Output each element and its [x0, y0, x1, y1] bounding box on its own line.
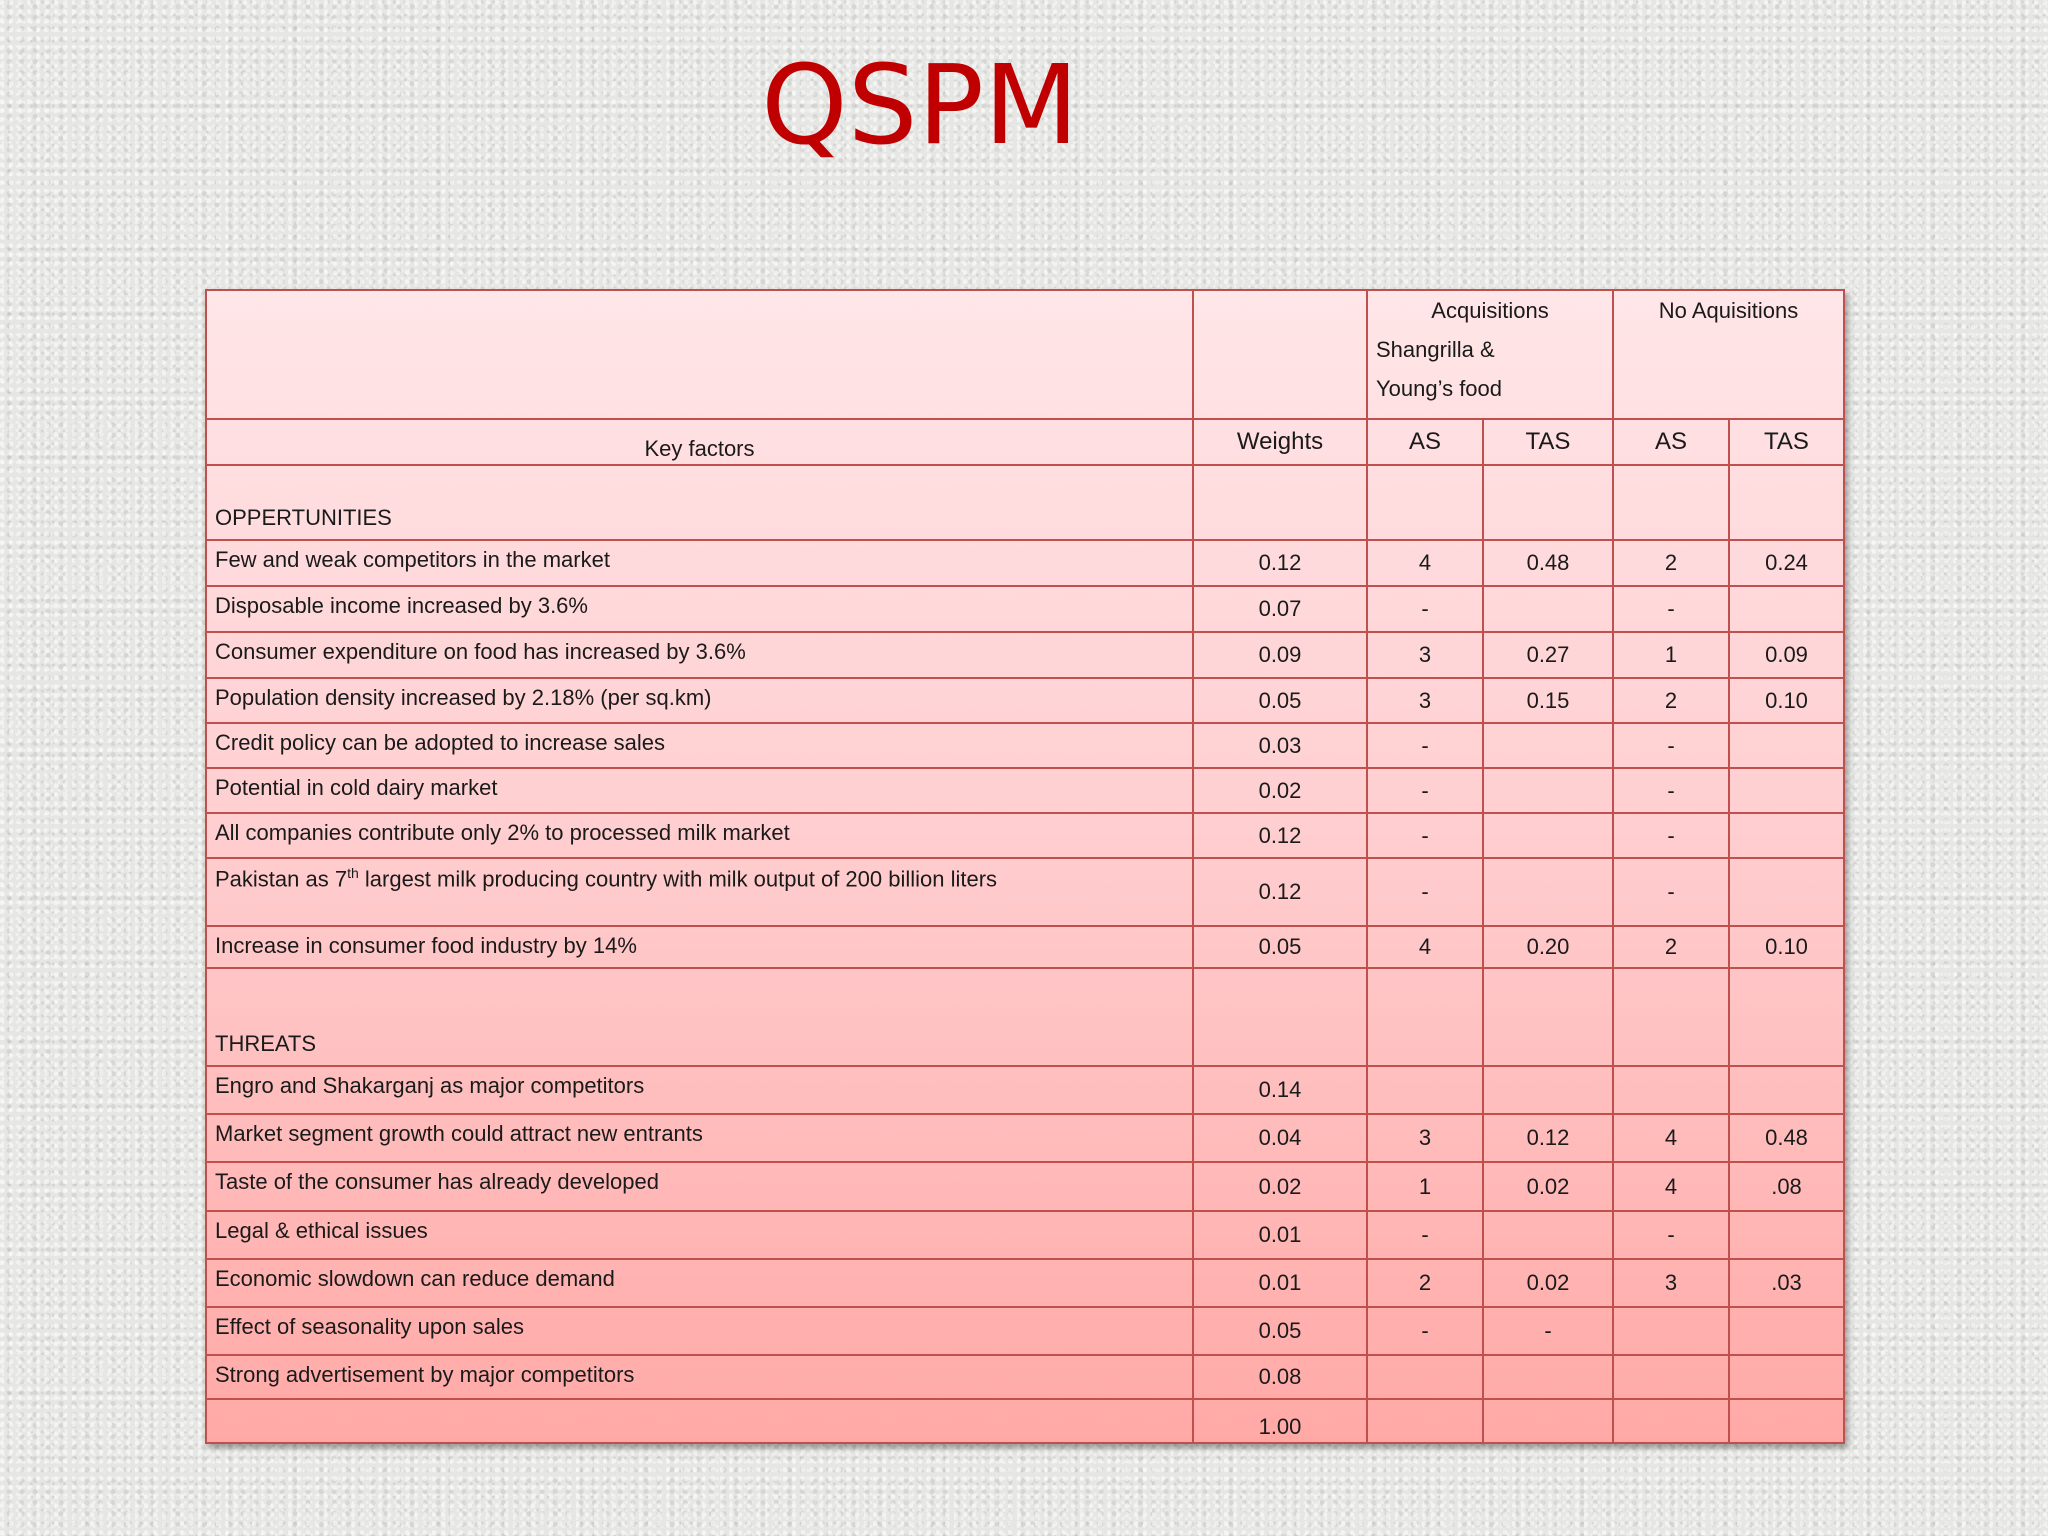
tas-cell-no-acquisitions — [1729, 768, 1844, 813]
table-row — [206, 723, 1844, 768]
factor-cell: Economic slowdown can reduce demand — [206, 1259, 1193, 1307]
section-row-opportunities — [206, 465, 1844, 540]
section-row-threats — [206, 968, 1844, 1066]
weight-cell: 0.12 — [1193, 813, 1367, 858]
as-cell-no-acquisitions — [1613, 1355, 1729, 1399]
as-cell-no-acquisitions: 3 — [1613, 1259, 1729, 1307]
table-row — [206, 1162, 1844, 1211]
total-weight-cell: 1.00 — [1193, 1399, 1367, 1443]
header-row-alternatives — [206, 290, 1844, 419]
tas-cell-no-acquisitions: .03 — [1729, 1259, 1844, 1307]
table-row — [206, 678, 1844, 723]
tas-cell-no-acquisitions: 0.09 — [1729, 632, 1844, 678]
as-cell-acquisitions: - — [1367, 1211, 1483, 1259]
as-cell-acquisitions: 3 — [1367, 678, 1483, 723]
tas-cell-no-acquisitions — [1729, 1066, 1844, 1114]
tas-cell-no-acquisitions: 0.10 — [1729, 926, 1844, 968]
weight-cell: 0.14 — [1193, 1066, 1367, 1114]
factor-cell: All companies contribute only 2% to processed milk market — [206, 813, 1193, 858]
as-cell-acquisitions: 3 — [1367, 1114, 1483, 1162]
tas-cell-acquisitions: 0.20 — [1483, 926, 1613, 968]
tas-cell-acquisitions — [1483, 723, 1613, 768]
tas-cell-no-acquisitions — [1729, 1211, 1844, 1259]
page-title: QSPM — [761, 41, 1079, 169]
header-acquisitions — [1367, 290, 1613, 419]
factor-cell: Legal & ethical issues — [206, 1211, 1193, 1259]
table-row — [206, 768, 1844, 813]
as-cell-no-acquisitions: - — [1613, 723, 1729, 768]
factor-cell: Taste of the consumer has already developed — [206, 1162, 1193, 1211]
table-row — [206, 1211, 1844, 1259]
tas-cell-no-acquisitions — [1729, 858, 1844, 926]
header-as-1: AS — [1367, 419, 1483, 465]
as-cell-acquisitions: - — [1367, 723, 1483, 768]
weight-cell: 0.12 — [1193, 540, 1367, 586]
table-row — [206, 632, 1844, 678]
tas-cell-acquisitions: 0.15 — [1483, 678, 1613, 723]
header-blank-cell — [1193, 290, 1367, 419]
tas-cell-acquisitions: 0.02 — [1483, 1162, 1613, 1211]
as-cell-no-acquisitions: 4 — [1613, 1114, 1729, 1162]
tas-cell-acquisitions: 0.12 — [1483, 1114, 1613, 1162]
header-tas-2: TAS — [1729, 419, 1844, 465]
factor-cell: Engro and Shakarganj as major competitors — [206, 1066, 1193, 1114]
as-cell-no-acquisitions: - — [1613, 813, 1729, 858]
as-cell-acquisitions: 2 — [1367, 1259, 1483, 1307]
total-row — [206, 1399, 1844, 1443]
factor-cell: Increase in consumer food industry by 14% — [206, 926, 1193, 968]
weight-cell: 0.04 — [1193, 1114, 1367, 1162]
as-cell-no-acquisitions: - — [1613, 586, 1729, 632]
factor-cell: Credit policy can be adopted to increase sales — [206, 723, 1193, 768]
header-tas-1: TAS — [1483, 419, 1613, 465]
as-cell-acquisitions: 3 — [1367, 632, 1483, 678]
as-cell-acquisitions: 4 — [1367, 926, 1483, 968]
weight-cell: 0.02 — [1193, 768, 1367, 813]
tas-cell-acquisitions — [1483, 1355, 1613, 1399]
tas-cell-acquisitions: - — [1483, 1307, 1613, 1355]
as-cell-acquisitions: - — [1367, 586, 1483, 632]
tas-cell-no-acquisitions — [1729, 813, 1844, 858]
as-cell-acquisitions: - — [1367, 858, 1483, 926]
tas-cell-no-acquisitions: 0.24 — [1729, 540, 1844, 586]
as-cell-acquisitions — [1367, 1066, 1483, 1114]
weight-cell: 0.08 — [1193, 1355, 1367, 1399]
table-row — [206, 1307, 1844, 1355]
as-cell-no-acquisitions: 1 — [1613, 632, 1729, 678]
tas-cell-no-acquisitions — [1729, 586, 1844, 632]
factor-cell: Strong advertisement by major competitors — [206, 1355, 1193, 1399]
table-row — [206, 1355, 1844, 1399]
weight-cell: 0.09 — [1193, 632, 1367, 678]
total-label-cell — [206, 1399, 1193, 1443]
tas-cell-acquisitions: 0.02 — [1483, 1259, 1613, 1307]
header-no-acquisitions-label: No Aquisitions — [1658, 298, 1799, 323]
weight-cell: 0.05 — [1193, 1307, 1367, 1355]
factor-cell — [206, 858, 1193, 926]
table-row — [206, 1114, 1844, 1162]
header-no-acquisitions — [1613, 290, 1844, 419]
as-cell-acquisitions: - — [1367, 1307, 1483, 1355]
table-row — [206, 1066, 1844, 1114]
tas-cell-acquisitions — [1483, 586, 1613, 632]
section-label-opportunities: OPPERTUNITIES — [206, 465, 1193, 540]
tas-cell-acquisitions — [1483, 768, 1613, 813]
weight-cell: 0.02 — [1193, 1162, 1367, 1211]
as-cell-no-acquisitions: - — [1613, 1211, 1729, 1259]
as-cell-no-acquisitions: 2 — [1613, 678, 1729, 723]
as-cell-no-acquisitions: - — [1613, 858, 1729, 926]
factor-cell: Population density increased by 2.18% (per sq.km) — [206, 678, 1193, 723]
factor-cell: Market segment growth could attract new entrants — [206, 1114, 1193, 1162]
tas-cell-no-acquisitions — [1729, 723, 1844, 768]
tas-cell-acquisitions — [1483, 1211, 1613, 1259]
header-acquisitions-line1: Acquisitions — [1431, 298, 1549, 323]
header-acquisitions-line3: Young’s food — [1376, 376, 1503, 401]
as-cell-no-acquisitions: 2 — [1613, 540, 1729, 586]
as-cell-no-acquisitions: 2 — [1613, 926, 1729, 968]
weight-cell: 0.12 — [1193, 858, 1367, 926]
weight-cell: 0.05 — [1193, 926, 1367, 968]
weight-cell: 0.05 — [1193, 678, 1367, 723]
table-row — [206, 858, 1844, 926]
as-cell-no-acquisitions: 4 — [1613, 1162, 1729, 1211]
as-cell-no-acquisitions — [1613, 1066, 1729, 1114]
factor-cell: Effect of seasonality upon sales — [206, 1307, 1193, 1355]
table-row — [206, 926, 1844, 968]
tas-cell-acquisitions: 0.48 — [1483, 540, 1613, 586]
header-key-factors: Key factors — [206, 419, 1193, 465]
qspm-table — [205, 289, 1845, 1444]
factor-cell: Consumer expenditure on food has increased by 3.6% — [206, 632, 1193, 678]
as-cell-acquisitions: - — [1367, 768, 1483, 813]
weight-cell: 0.07 — [1193, 586, 1367, 632]
as-cell-acquisitions — [1367, 1355, 1483, 1399]
as-cell-acquisitions: 1 — [1367, 1162, 1483, 1211]
tas-cell-no-acquisitions — [1729, 1307, 1844, 1355]
header-blank-cell — [206, 290, 1193, 419]
header-row-columns — [206, 419, 1844, 465]
factor-text-pre: Pakistan as 7 — [215, 866, 348, 892]
header-weights: Weights — [1193, 419, 1367, 465]
table-row — [206, 540, 1844, 586]
as-cell-no-acquisitions: - — [1613, 768, 1729, 813]
as-cell-acquisitions: - — [1367, 813, 1483, 858]
as-cell-acquisitions: 4 — [1367, 540, 1483, 586]
tas-cell-no-acquisitions: 0.10 — [1729, 678, 1844, 723]
factor-cell: Few and weak competitors in the market — [206, 540, 1193, 586]
as-cell-no-acquisitions — [1613, 1307, 1729, 1355]
tas-cell-no-acquisitions: 0.48 — [1729, 1114, 1844, 1162]
tas-cell-acquisitions: 0.27 — [1483, 632, 1613, 678]
factor-cell: Disposable income increased by 3.6% — [206, 586, 1193, 632]
section-label-threats: THREATS — [206, 968, 1193, 1066]
header-acquisitions-line2: Shangrilla & — [1376, 337, 1495, 362]
weight-cell: 0.03 — [1193, 723, 1367, 768]
tas-cell-no-acquisitions — [1729, 1355, 1844, 1399]
table-row — [206, 813, 1844, 858]
tas-cell-acquisitions — [1483, 858, 1613, 926]
factor-text-post: largest milk producing country with milk output of 200 billion liters — [358, 866, 998, 892]
factor-cell: Potential in cold dairy market — [206, 768, 1193, 813]
tas-cell-no-acquisitions: .08 — [1729, 1162, 1844, 1211]
factor-superscript: th — [347, 865, 359, 881]
tas-cell-acquisitions — [1483, 813, 1613, 858]
weight-cell: 0.01 — [1193, 1211, 1367, 1259]
header-as-2: AS — [1613, 419, 1729, 465]
weight-cell: 0.01 — [1193, 1259, 1367, 1307]
table-row — [206, 586, 1844, 632]
tas-cell-acquisitions — [1483, 1066, 1613, 1114]
table-row — [206, 1259, 1844, 1307]
